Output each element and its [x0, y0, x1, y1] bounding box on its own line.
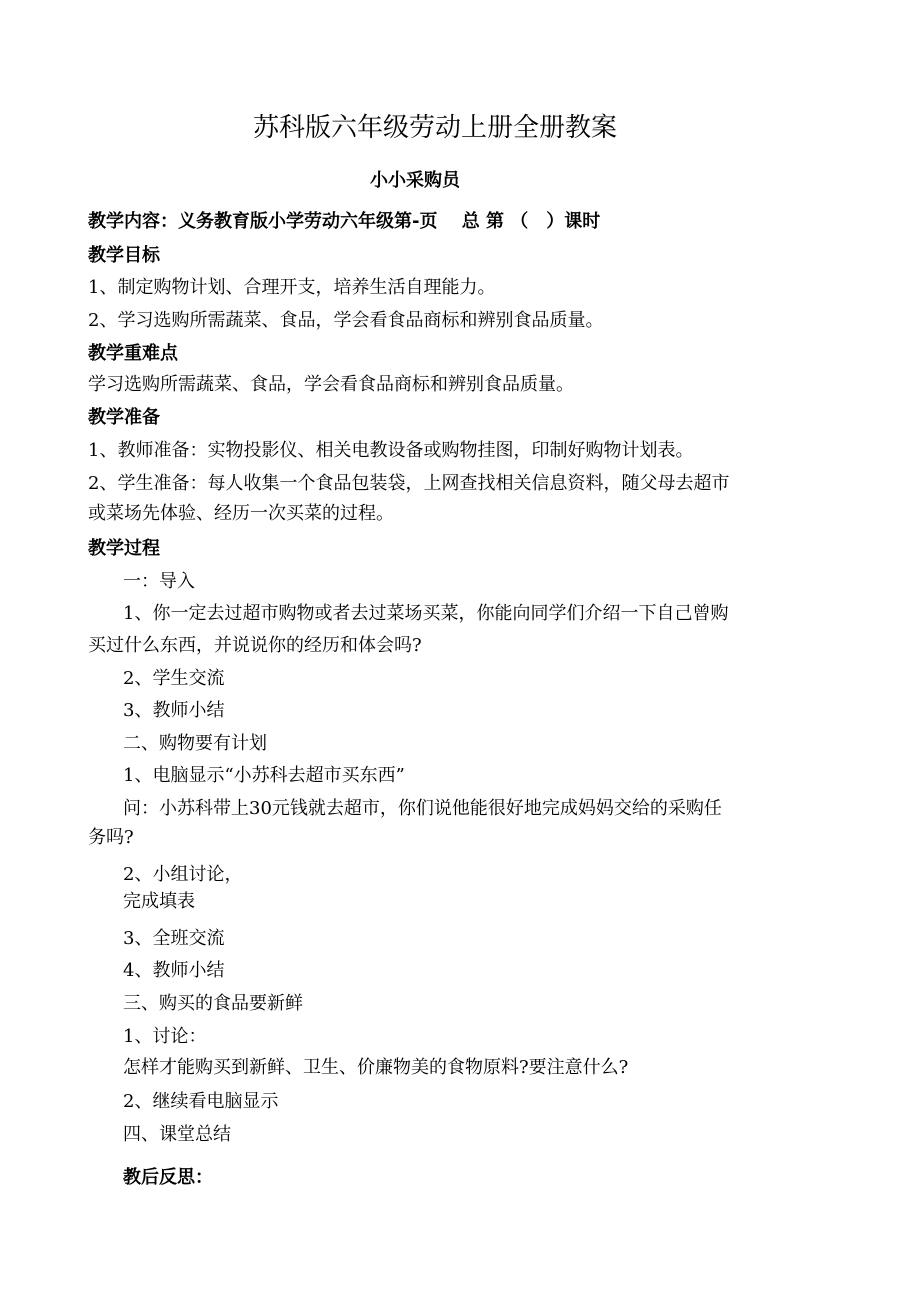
process-heading: 教学过程: [88, 538, 160, 559]
process-step: 2、学生交流: [123, 668, 225, 689]
process-step: 完成填表: [123, 891, 195, 912]
goal-item: 1、制定购物计划、合理开支，培养生活自理能力。: [88, 277, 496, 298]
preparation-heading: 教学准备: [88, 407, 160, 428]
process-step-continued: 务吗?: [88, 827, 134, 848]
process-step: 问：小苏科带上30元钱就去超市，你们说他能很好地完成妈妈交给的采购任: [123, 798, 722, 819]
process-step: 2、继续看电脑显示: [123, 1091, 279, 1112]
content-line: 教学内容：义务教育版小学劳动六年级第-页 总 第 （ ）课时: [88, 211, 601, 232]
process-step: 4、教师小结: [123, 960, 225, 981]
process-step: 3、教师小结: [123, 700, 225, 721]
key-points-heading: 教学重难点: [88, 343, 178, 364]
process-step: 四、课堂总结: [123, 1124, 231, 1145]
process-step-continued: 买过什么东西，并说说你的经历和体会吗?: [88, 635, 422, 656]
process-step: 怎样才能购买到新鲜、卫生、价廉物美的食物原料?要注意什么?: [123, 1057, 629, 1078]
process-step: 3、全班交流: [123, 928, 225, 949]
reflection-heading: 教后反思：: [123, 1167, 213, 1188]
goal-item: 2、学习选购所需蔬菜、食品，学会看食品商标和辨别食品质量。: [88, 310, 604, 331]
process-step: 1、讨论：: [123, 1026, 207, 1047]
key-points-text: 学习选购所需蔬菜、食品，学会看食品商标和辨别食品质量。: [88, 374, 574, 395]
process-step: 1、电脑显示“小苏科去超市买东西”: [123, 765, 405, 786]
goals-heading: 教学目标: [88, 245, 160, 266]
lesson-title: 小小采购员: [370, 170, 460, 191]
preparation-item-continued: 或菜场先体验、经历一次买菜的过程。: [88, 503, 394, 524]
process-step: 一：导入: [123, 571, 195, 592]
process-step: 三、购买的食品要新鲜: [123, 993, 303, 1014]
preparation-item: 2、学生准备：每人收集一个食品包装袋，上网查找相关信息资料，随父母去超市: [88, 473, 730, 494]
document-title: 苏科版六年级劳动上册全册教案: [252, 113, 617, 143]
process-step: 1、你一定去过超市购物或者去过菜场买菜，你能向同学们介绍一下自己曾购: [123, 603, 729, 624]
preparation-item: 1、教师准备：实物投影仪、相关电教设备或购物挂图，印制好购物计划表。: [88, 440, 694, 461]
process-step: 2、小组讨论，: [123, 864, 243, 885]
process-step: 二、购物要有计划: [123, 733, 267, 754]
